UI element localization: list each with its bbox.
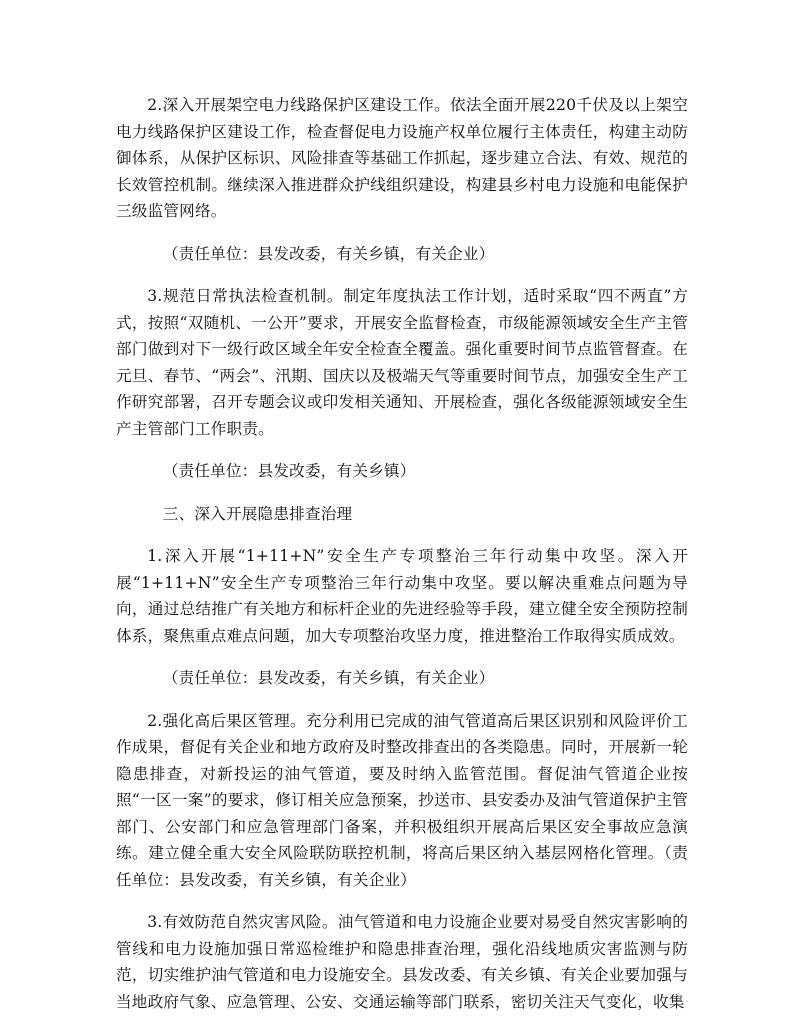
responsibility-note: （责任单位：县发改委，有关乡镇，有关企业） [162, 669, 495, 687]
paragraph-natural-disaster: 3.有效防范自然灾害风险。油气管道和电力设施企业要对易受自然灾害影响的管线和电力设施加强日常巡检维护和隐患排查治理，强化沿线地质灾害监测与防范，切实维护油气管道和电力设施安全。县发改委、有关乡镇、有关企业要加强与当地政府气象、应急管理、公安、交通运输等部门联系，密切关注天气变化，收集 [116, 913, 688, 1011]
paragraph-power-line-protection: 2.深入开展架空电力线路保护区建设工作。依法全面开展220千伏及以上架空电力线路保护区建设工作，检查督促电力设施产权单位履行主体责任，构建主动防御体系，从保护区标识、风险排查等基础工作抓起，逐步建立合法、有效、规范的长效管控机制。继续深入推进群众护线组织建设，构建县乡村电力设施和电能保护三级监管网络。 [116, 96, 688, 220]
paragraph-law-enforcement: 3.规范日常执法检查机制。制定年度执法工作计划，适时采取“四不两直”方式，按照“双随机、一公开”要求，开展安全监督检查，市级能源领域安全生产主管部门做到对下一级行政区域全年安全检查全覆盖。强化重要时间节点监管督查。在元旦、春节、“两会”、汛期、国庆以及极端天气等重要时间节点，加强安全生产工作研究部署，召开专题会议或印发相关通知、开展检查，强化各级能源领域安全生产主管部门工作职责。 [116, 287, 688, 438]
responsibility-note: （责任单位：县发改委，有关乡镇） [162, 462, 416, 480]
section-heading: 三、深入开展隐患排查治理 [162, 504, 353, 523]
paragraph-high-consequence-area: 2.强化高后果区管理。充分利用已完成的油气管道高后果区识别和风险评价工作成果，督促有关企业和地方政府及时整改排查出的各类隐患。同时，开展新一轮隐患排查，对新投运的油气管道，要及时纳入监管范围。督促油气管道企业按照“一区一案”的要求，修订相关应急预案，抄送市、县安委办及油气管道保护主管部门、公安部门和应急管理部门备案，并积极组织开展高后果区安全事故应急演练。建立健全重大安全风险联防联控机制，将高后果区纳入基层网格化管理。（责任单位：县发改委，有关乡镇，有关企业） [116, 711, 688, 889]
responsibility-note: （责任单位：县发改委，有关乡镇，有关企业） [162, 244, 495, 263]
paragraph-special-rectification: 1.深入开展“1+11+N”安全生产专项整治三年行动集中攻坚。深入开展“1+11+N”安全生产专项整治三年行动集中攻坚。要以解决重难点问题为导向，通过总结推广有关地方和标杆企业的先进经验等手段，建立健全安全预防控制体系，聚焦重点难点问题，加大专项整治攻坚力度，推进整治工作取得实质成效。 [116, 547, 688, 645]
